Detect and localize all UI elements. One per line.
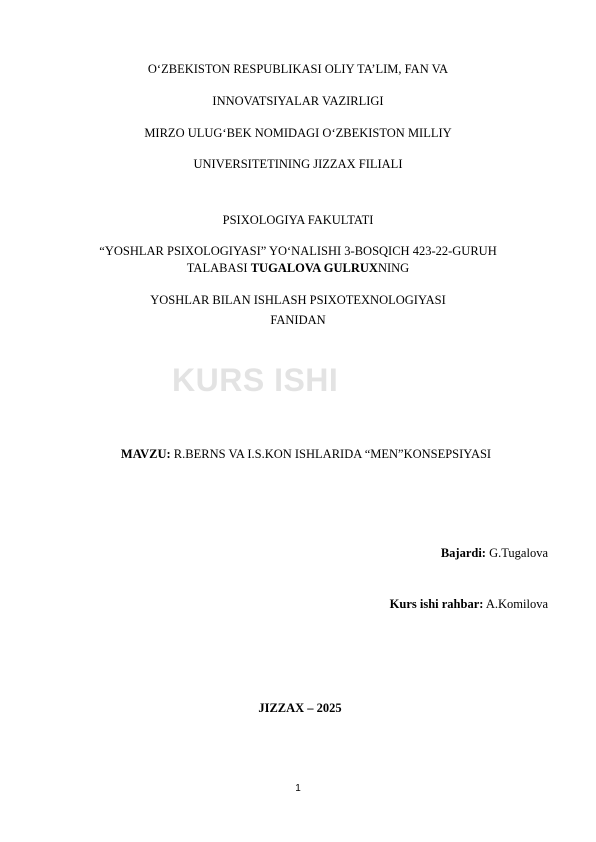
page-number: 1 bbox=[295, 783, 301, 794]
student-line bbox=[0, 261, 596, 276]
student-name: TUGALOVA GULRUX bbox=[250, 261, 378, 275]
supervisor-label: Kurs ishi rahbar: bbox=[389, 597, 484, 611]
topic-line bbox=[8, 447, 596, 462]
ministry-line-1: O‘ZBEKISTON RESPUBLIKASI OLIY TA’LIM, FAN VA bbox=[147, 62, 449, 76]
student-prefix: TALABASI bbox=[186, 261, 251, 275]
university-line-2: UNIVERSITETINING JIZZAX FILIALI bbox=[193, 157, 403, 171]
student-direction: “YOSHLAR PSIXOLOGIYASI” YO‘NALISHI 3-BOSQICH 423-22-GURUH bbox=[99, 244, 497, 258]
work-type-heading: KURS ISHI bbox=[172, 362, 339, 398]
subject-line-2: FANIDAN bbox=[270, 313, 326, 327]
supervisor-line bbox=[390, 597, 548, 612]
faculty-title: PSIXOLOGIYA FAKULTATI bbox=[222, 213, 374, 227]
student-suffix: NING bbox=[377, 261, 410, 275]
supervisor-name: A.Komilova bbox=[483, 597, 548, 611]
topic-label: MAVZU: bbox=[120, 447, 171, 461]
city-year-text: JIZZAX – 2025 bbox=[258, 701, 342, 715]
university-line-1: MIRZO ULUG‘BEK NOMIDAGI O‘ZBEKISTON MILLIY bbox=[144, 126, 452, 140]
author-name: G.Tugalova bbox=[485, 546, 548, 560]
ministry-line-2: INNOVATSIYALAR VAZIRLIGI bbox=[212, 94, 384, 108]
city-year bbox=[2, 701, 596, 716]
author-line bbox=[441, 546, 548, 561]
topic-text: R.BERNS VA I.S.KON ISHLARIDA “MEN”KONSEPSIYASI bbox=[170, 447, 492, 461]
author-label: Bajardi: bbox=[440, 546, 486, 560]
subject-line-1: YOSHLAR BILAN ISHLASH PSIXOTEXNOLOGIYASI bbox=[150, 293, 446, 307]
